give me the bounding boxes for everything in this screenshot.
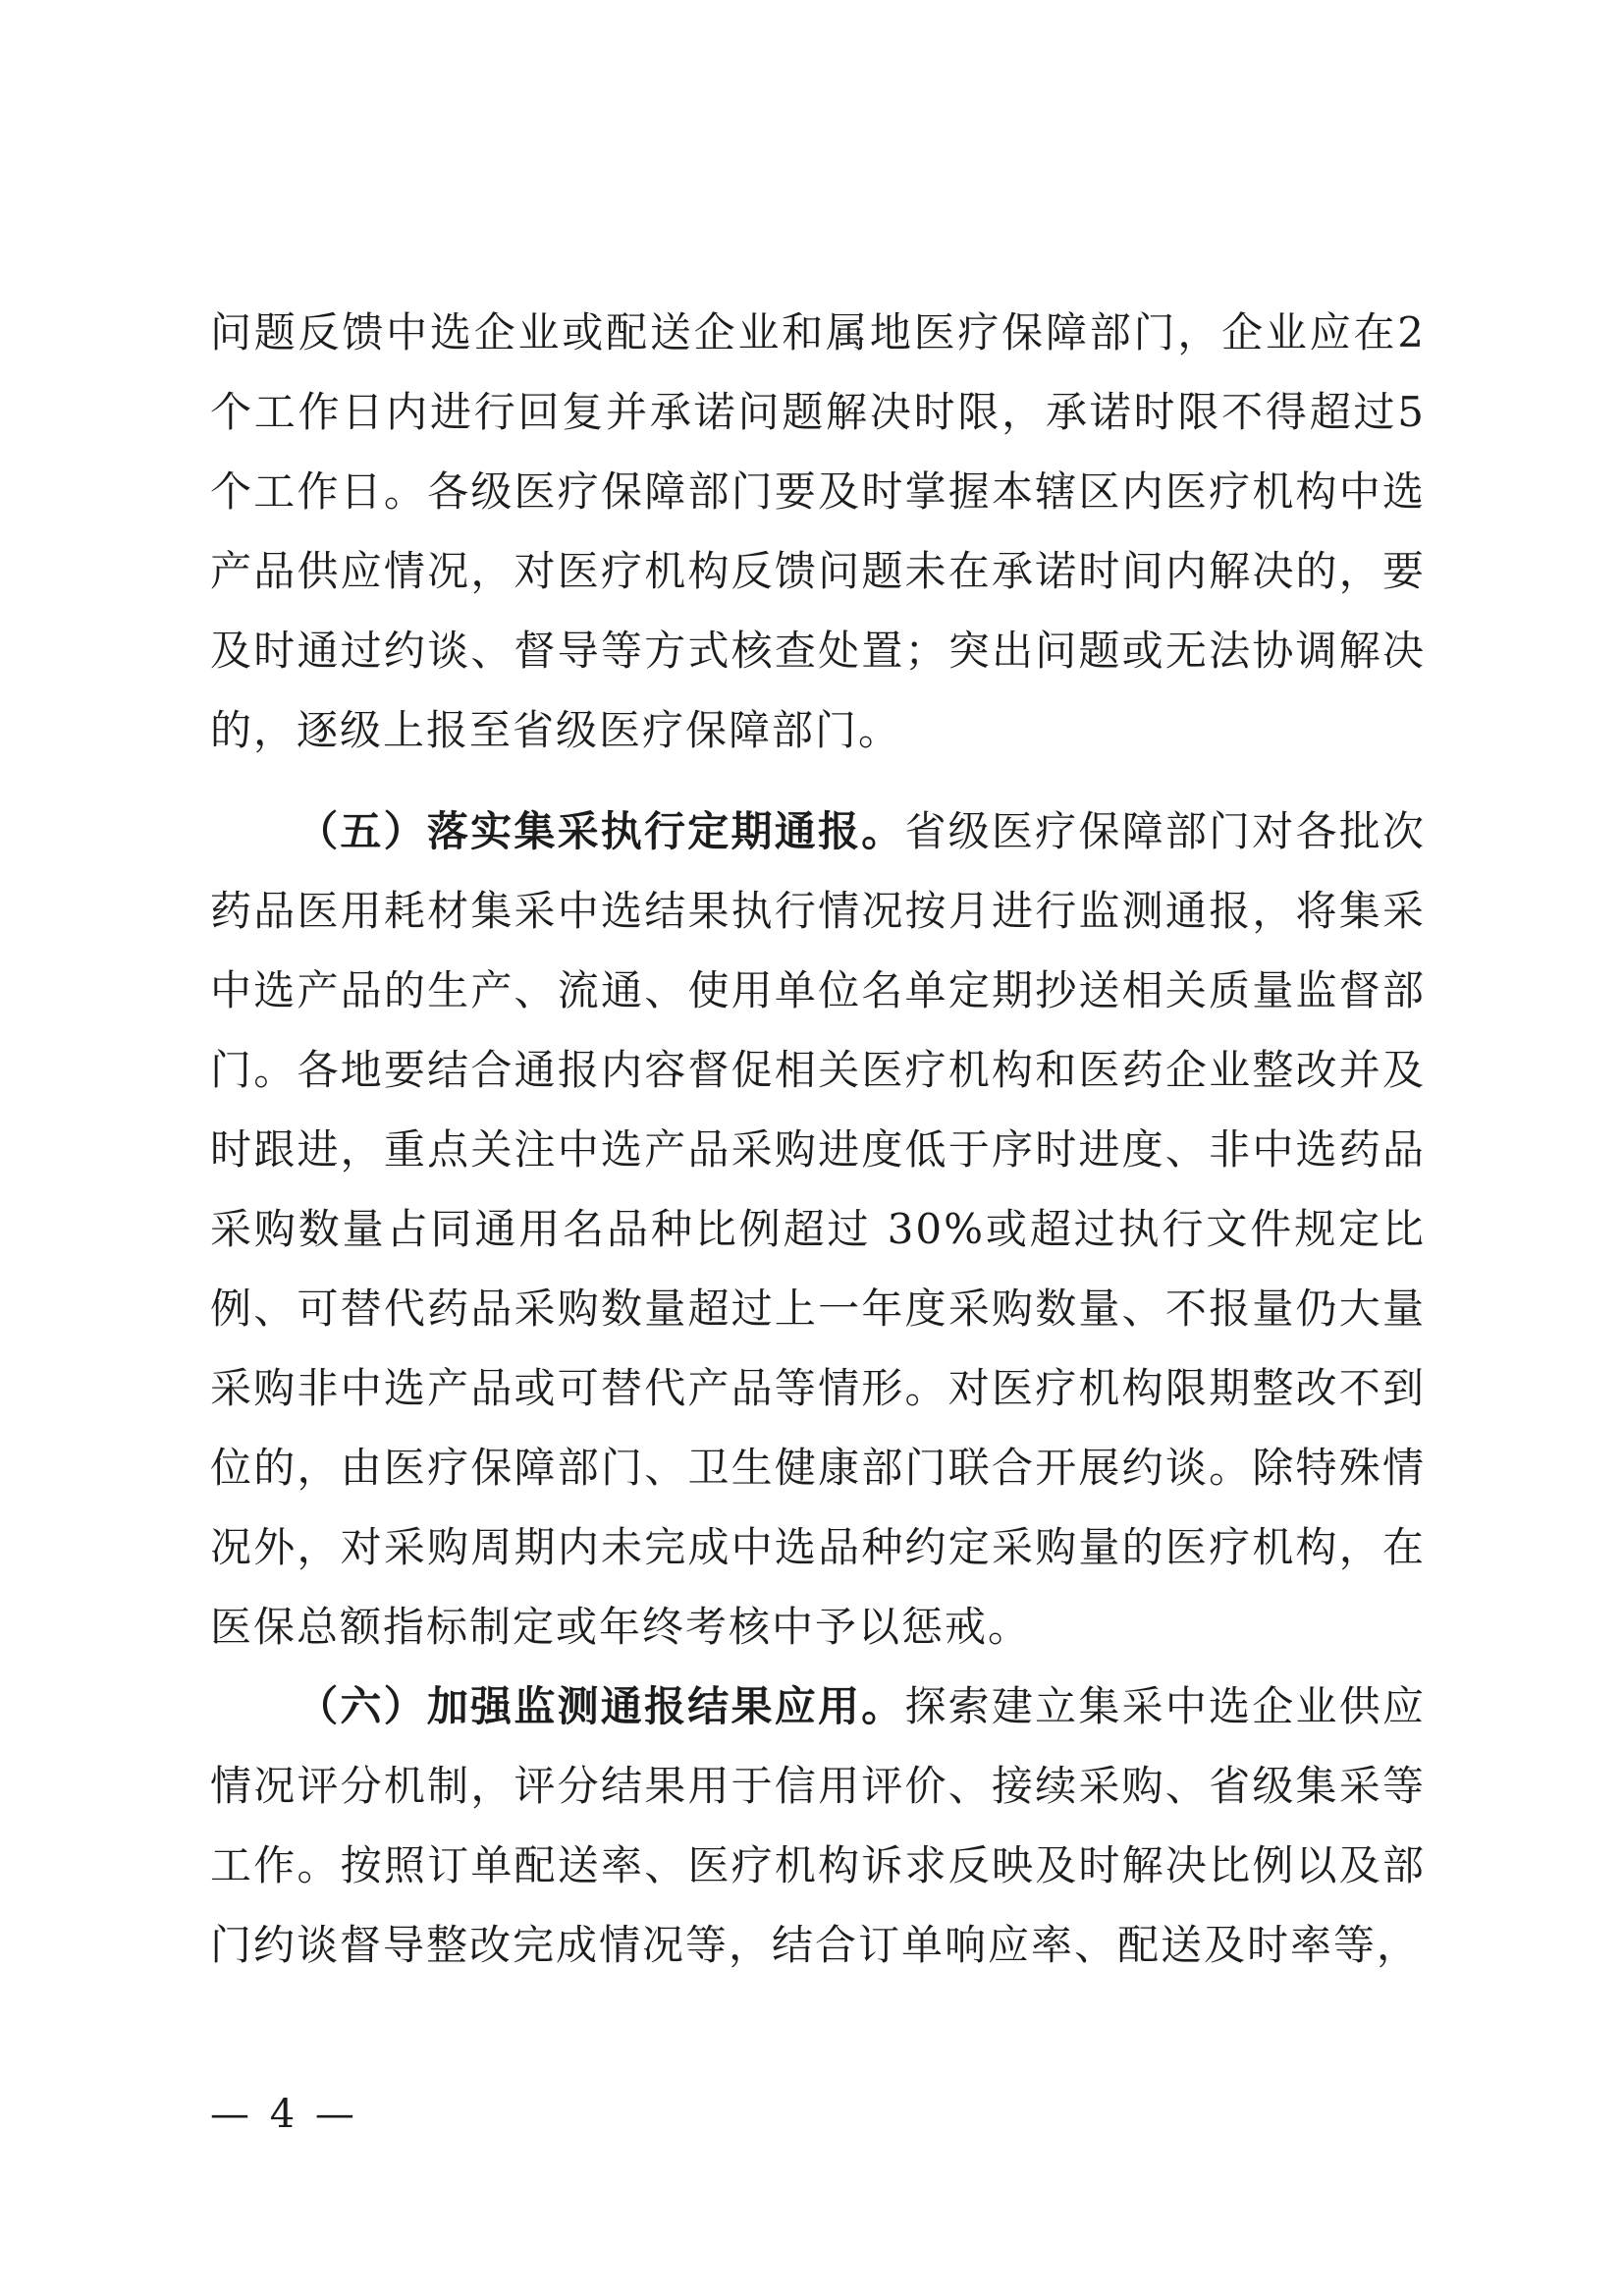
page-number: — 4 — bbox=[210, 2092, 358, 2137]
section-heading: （六）加强监测通报结果应用。 bbox=[297, 1682, 905, 1730]
paragraph-text: 省级医疗保障部门对各批次药品医用耗材集采中选结果执行情况按月进行监测通报，将集采中选产品的生产、流通、使用单位名单定期抄送相关质量监督部门。各地要结合通报内容督促相关医疗机构和医药企业整改并及时跟进，重点关注中选产品采购进度低于序时进度、非中选药品采购数量占同通用名品种比例超过 30%或超过执行文件规定比例、可替代药品采购数量超过上一年度采购数量、不报量仍大量采购非中选产品或可替代产品等情形。对医疗机构限期整改不到位的，由医疗保障部门、卫生健康部门联合开展约谈。除特殊情况外，对采购周期内未完成中选品种约定采购量的医疗机构，在医保总额指标制定或年终考核中予以惩戒。 bbox=[210, 807, 1426, 1651]
paragraph-section-6 bbox=[210, 1667, 1426, 1985]
paragraph-continued bbox=[210, 293, 1426, 770]
paragraph-body bbox=[210, 1667, 1426, 1985]
paragraph-section-5 bbox=[210, 792, 1426, 1667]
section-heading: （五）落实集采执行定期通报。 bbox=[297, 807, 905, 855]
paragraph-text: 问题反馈中选企业或配送企业和属地医疗保障部门，企业应在2个工作日内进行回复并承诺问题解决时限，承诺时限不得超过5个工作日。各级医疗保障部门要及时掌握本辖区内医疗机构中选产品供应情况，对医疗机构反馈问题未在承诺时间内解决的，要及时通过约谈、督导等方式核查处置；突出问题或无法协调解决的，逐级上报至省级医疗保障部门。 bbox=[210, 308, 1426, 754]
paragraph-text: 探索建立集采中选企业供应情况评分机制，评分结果用于信用评价、接续采购、省级集采等工作。按照订单配送率、医疗机构诉求反映及时解决比例以及部门约谈督导整改完成情况等，结合订单响应率、配送及时率等， bbox=[210, 1682, 1426, 1969]
paragraph-body bbox=[210, 792, 1426, 1667]
